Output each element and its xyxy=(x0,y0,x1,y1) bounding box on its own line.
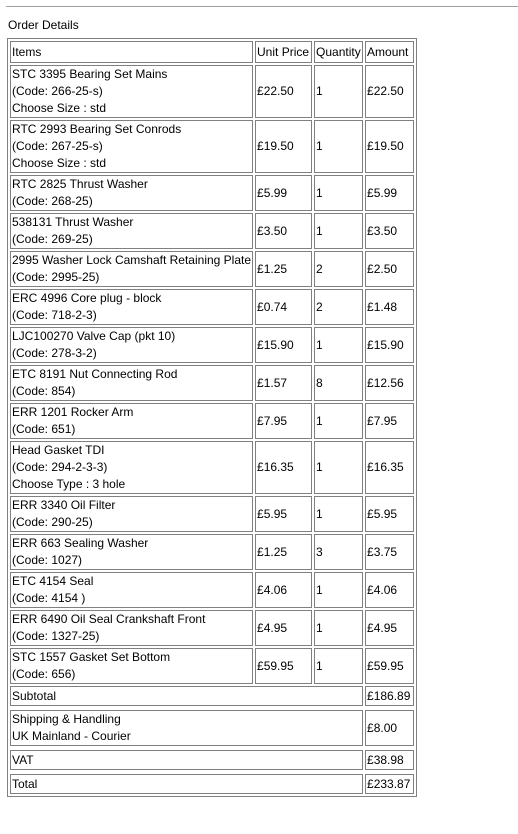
subtotal-label: Subtotal xyxy=(10,686,363,706)
item-code: (Code: 268-25) xyxy=(12,194,93,208)
quantity: 1 xyxy=(314,327,363,363)
item-name: ERR 3340 Oil Filter xyxy=(12,498,116,512)
item-name: ERR 663 Sealing Washer xyxy=(12,536,149,550)
quantity: 1 xyxy=(314,441,363,494)
item-name: RTC 2993 Bearing Set Conrods xyxy=(12,122,182,136)
quantity: 1 xyxy=(314,65,363,118)
table-row xyxy=(10,213,414,249)
table-row xyxy=(10,496,414,532)
quantity: 2 xyxy=(314,251,363,287)
item-name: LJC100270 Valve Cap (pkt 10) xyxy=(12,329,176,343)
total-label: Total xyxy=(10,774,363,794)
item-description xyxy=(10,251,253,287)
unit-price: £16.35 xyxy=(255,441,312,494)
header-amount: Amount xyxy=(365,41,414,63)
table-row xyxy=(10,648,414,684)
quantity: 1 xyxy=(314,648,363,684)
item-name: RTC 2825 Thrust Washer xyxy=(12,177,148,191)
item-option: Choose Type : 3 hole xyxy=(12,477,126,491)
quantity: 1 xyxy=(314,175,363,211)
table-row xyxy=(10,534,414,570)
item-description xyxy=(10,441,253,494)
total-value: £233.87 xyxy=(365,774,414,794)
shipping-label-cell xyxy=(10,710,363,746)
subtotal-value: £186.89 xyxy=(365,686,414,706)
amount: £5.95 xyxy=(365,496,414,532)
item-name: STC 3395 Bearing Set Mains xyxy=(12,67,168,81)
item-description xyxy=(10,534,253,570)
unit-price: £4.06 xyxy=(255,572,312,608)
item-code: (Code: 266-25-s) xyxy=(12,84,103,98)
amount: £12.56 xyxy=(365,365,414,401)
item-description xyxy=(10,496,253,532)
item-name: STC 1557 Gasket Set Bottom xyxy=(12,650,171,664)
item-description xyxy=(10,610,253,646)
unit-price: £1.25 xyxy=(255,534,312,570)
quantity: 1 xyxy=(314,213,363,249)
vat-value: £38.98 xyxy=(365,750,414,770)
table-row xyxy=(10,327,414,363)
totals-section xyxy=(10,686,414,794)
item-code: (Code: 854) xyxy=(12,384,76,398)
item-description xyxy=(10,365,253,401)
unit-price: £19.50 xyxy=(255,120,312,173)
item-description xyxy=(10,120,253,173)
item-name: ETC 8191 Nut Connecting Rod xyxy=(12,367,178,381)
order-table-container xyxy=(7,38,417,797)
item-code: (Code: 656) xyxy=(12,667,76,681)
unit-price: £0.74 xyxy=(255,289,312,325)
item-name: ETC 4154 Seal xyxy=(12,574,94,588)
unit-price: £5.99 xyxy=(255,175,312,211)
quantity: 1 xyxy=(314,572,363,608)
quantity: 8 xyxy=(314,365,363,401)
header-row xyxy=(10,41,414,63)
item-code: (Code: 290-25) xyxy=(12,515,93,529)
table-row xyxy=(10,289,414,325)
table-row xyxy=(10,65,414,118)
item-rows xyxy=(10,65,414,684)
header-quantity: Quantity xyxy=(314,41,363,63)
table-row xyxy=(10,403,414,439)
item-code: (Code: 1027) xyxy=(12,553,83,567)
vat-label: VAT xyxy=(10,750,363,770)
amount: £3.50 xyxy=(365,213,414,249)
item-code: (Code: 4154 ) xyxy=(12,591,86,605)
amount: £7.95 xyxy=(365,403,414,439)
unit-price: £1.25 xyxy=(255,251,312,287)
item-name: 538131 Thrust Washer xyxy=(12,215,134,229)
item-name: ERR 1201 Rocker Arm xyxy=(12,405,134,419)
header-items: Items xyxy=(10,41,253,63)
item-code: (Code: 2995-25) xyxy=(12,270,100,284)
item-description xyxy=(10,648,253,684)
item-code: (Code: 294-2-3-3) xyxy=(12,460,108,474)
amount: £15.90 xyxy=(365,327,414,363)
amount: £4.06 xyxy=(365,572,414,608)
quantity: 2 xyxy=(314,289,363,325)
header-unit-price: Unit Price xyxy=(255,41,312,63)
total-row xyxy=(10,774,414,794)
unit-price: £59.95 xyxy=(255,648,312,684)
amount: £59.95 xyxy=(365,648,414,684)
item-code: (Code: 278-3-2) xyxy=(12,346,97,360)
table-row xyxy=(10,572,414,608)
amount: £4.95 xyxy=(365,610,414,646)
quantity: 3 xyxy=(314,534,363,570)
amount: £3.75 xyxy=(365,534,414,570)
item-description xyxy=(10,572,253,608)
item-description xyxy=(10,327,253,363)
quantity: 1 xyxy=(314,120,363,173)
table-row xyxy=(10,120,414,173)
top-divider xyxy=(6,6,518,7)
shipping-value: £8.00 xyxy=(365,710,414,746)
item-description xyxy=(10,175,253,211)
item-name: Head Gasket TDI xyxy=(12,443,105,457)
amount: £16.35 xyxy=(365,441,414,494)
amount: £19.50 xyxy=(365,120,414,173)
item-description xyxy=(10,289,253,325)
unit-price: £15.90 xyxy=(255,327,312,363)
item-description xyxy=(10,403,253,439)
item-description xyxy=(10,65,253,118)
item-name: ERC 4996 Core plug - block xyxy=(12,291,162,305)
table-row xyxy=(10,175,414,211)
item-code: (Code: 651) xyxy=(12,422,76,436)
amount: £5.99 xyxy=(365,175,414,211)
item-name: ERR 6490 Oil Seal Crankshaft Front xyxy=(12,612,206,626)
quantity: 1 xyxy=(314,610,363,646)
amount: £2.50 xyxy=(365,251,414,287)
unit-price: £3.50 xyxy=(255,213,312,249)
item-code: (Code: 269-25) xyxy=(12,232,93,246)
table-row xyxy=(10,610,414,646)
item-description xyxy=(10,213,253,249)
order-table xyxy=(7,38,417,797)
item-code: (Code: 267-25-s) xyxy=(12,139,103,153)
shipping-row xyxy=(10,710,414,746)
item-option: Choose Size : std xyxy=(12,101,107,115)
amount: £1.48 xyxy=(365,289,414,325)
unit-price: £4.95 xyxy=(255,610,312,646)
table-row xyxy=(10,251,414,287)
unit-price: £7.95 xyxy=(255,403,312,439)
order-details-title: Order Details xyxy=(8,18,79,32)
vat-row xyxy=(10,750,414,770)
unit-price: £1.57 xyxy=(255,365,312,401)
shipping-label: Shipping & Handling xyxy=(12,712,121,726)
table-row xyxy=(10,441,414,494)
amount: £22.50 xyxy=(365,65,414,118)
item-code: (Code: 718-2-3) xyxy=(12,308,97,322)
unit-price: £5.95 xyxy=(255,496,312,532)
item-name: 2995 Washer Lock Camshaft Retaining Plate xyxy=(12,253,252,267)
shipping-method: UK Mainland - Courier xyxy=(12,729,131,743)
item-option: Choose Size : std xyxy=(12,156,107,170)
quantity: 1 xyxy=(314,403,363,439)
table-row xyxy=(10,365,414,401)
quantity: 1 xyxy=(314,496,363,532)
unit-price: £22.50 xyxy=(255,65,312,118)
item-code: (Code: 1327-25) xyxy=(12,629,100,643)
subtotal-row xyxy=(10,686,414,706)
